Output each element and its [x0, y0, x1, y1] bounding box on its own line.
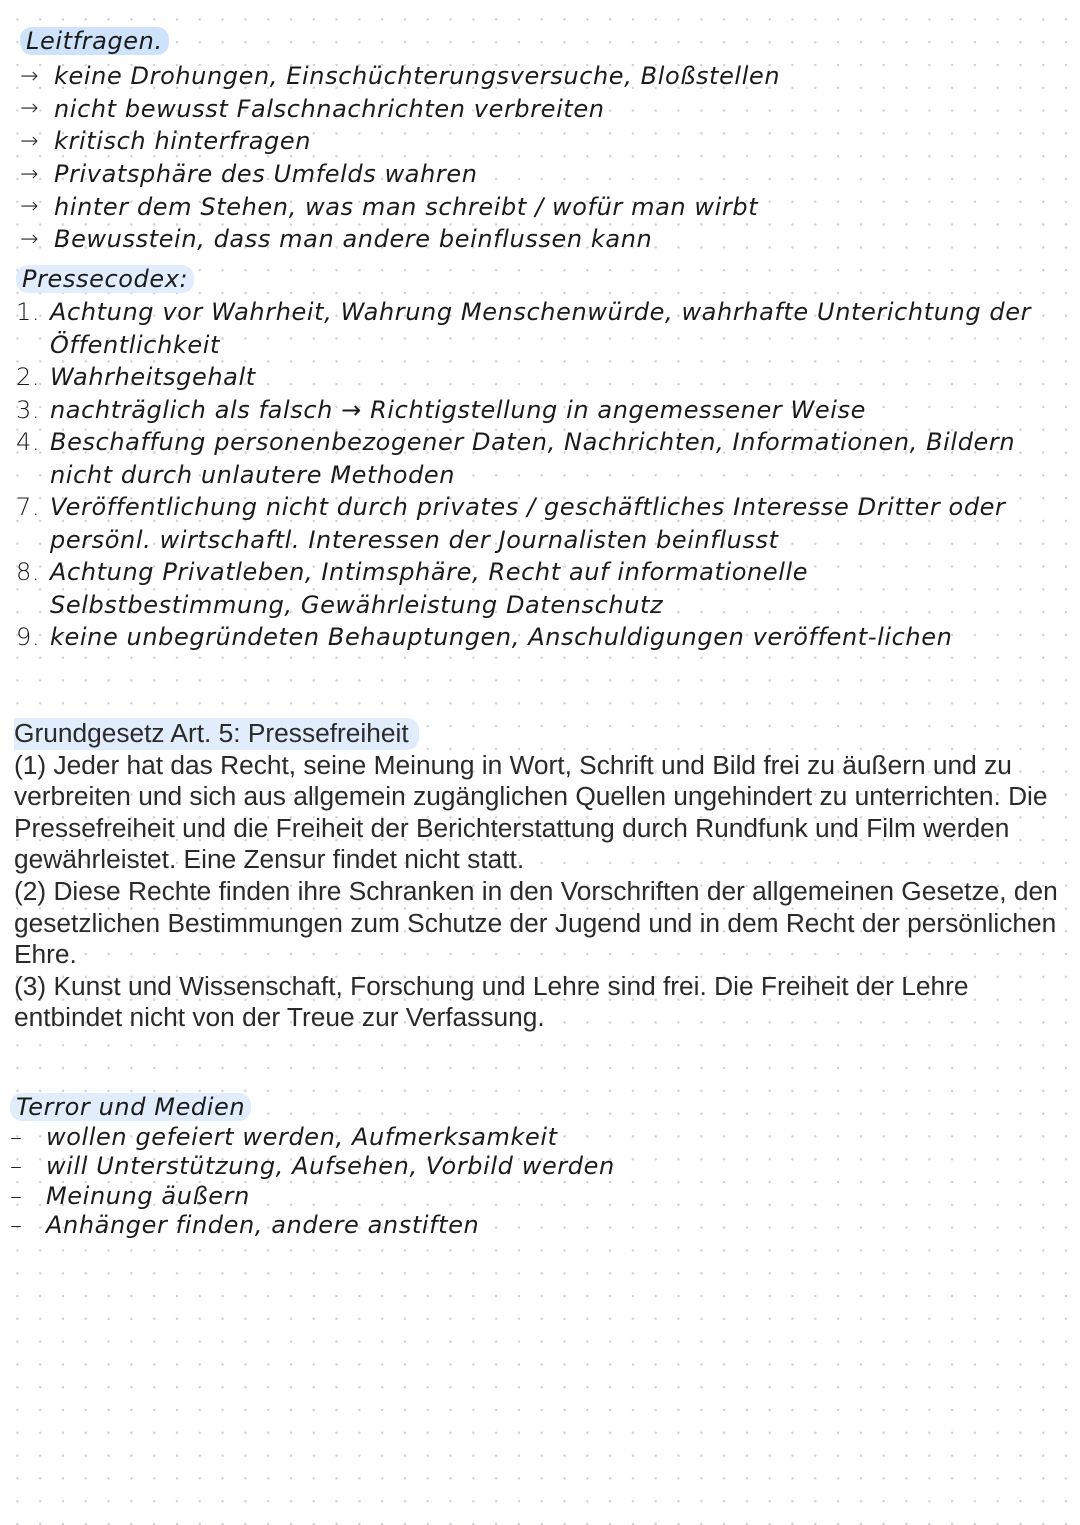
arrow-right-icon: →	[20, 96, 40, 122]
list-item: 8. Achtung Privatleben, Intimsphäre, Recht auf informationelle Selbstbestimmung, Gewährleistung Datenschutz	[16, 558, 809, 619]
grundgesetz-paragraph-2: (2) Diese Rechte finden ihre Schranken in den Vorschriften der allgemeinen Gesetze, den gesetzlichen Bestimmungen zum Schutze der Jugend und in dem Recht der persönlichen Ehre.	[14, 875, 1058, 970]
list-item: – will Unterstützung, Aufsehen, Vorbild werden	[10, 1152, 615, 1181]
list-item: 7. Veröffentlichung nicht durch privates / geschäftliches Interesse Dritter oder persönl. wirtschaftl. Interessen der Journalisten beinflusst	[16, 493, 1006, 554]
list-item: → Privatsphäre des Umfelds wahren	[20, 160, 478, 189]
list-item: 3. nachträglich als falsch → Richtigstellung in angemessener Weise	[16, 395, 866, 424]
list-item: – wollen gefeiert werden, Aufmerksamkeit	[10, 1122, 558, 1151]
list-item: 2. Wahrheitsgehalt	[16, 363, 256, 391]
dash-bullet-icon: –	[10, 1122, 23, 1151]
dash-bullet-icon: –	[10, 1152, 23, 1181]
list-item: → kritisch hinterfragen	[20, 127, 312, 156]
list-item: 4. Beschaffung personenbezogener Daten, Nachrichten, Informationen, Bildern nicht durch unlautere Methoden	[16, 428, 1016, 489]
arrow-right-icon: →	[20, 194, 40, 220]
leitfragen-heading: Leitfragen.	[20, 27, 169, 55]
terror-list	[10, 1122, 615, 1240]
grundgesetz-section	[14, 718, 1064, 1034]
leitfragen-list	[20, 60, 780, 256]
list-item: 1. Achtung vor Wahrheit, Wahrung Menschenwürde, wahrhafte Unterichtung der Öffentlichkeit	[16, 298, 1032, 359]
list-item: → keine Drohungen, Einschüchterungsversuche, Bloßstellen	[20, 62, 781, 91]
pressecodex-section	[16, 262, 1040, 654]
list-item: – Meinung äußern	[10, 1181, 250, 1210]
grundgesetz-paragraph-3: (3) Kunst und Wissenschaft, Forschung und Lehre sind frei. Die Freiheit der Lehre entbindet nicht von der Treue zur Verfassung.	[14, 970, 969, 1033]
arrow-right-icon: →	[20, 226, 40, 252]
arrow-right-icon: →	[20, 161, 40, 187]
list-item: → hinter dem Stehen, was man schreibt / wofür man wirbt	[20, 192, 759, 221]
grundgesetz-heading: Grundgesetz Art. 5: Pressefreiheit	[14, 718, 419, 750]
list-item: 9. keine unbegründeten Behauptungen, Anschuldigungen veröffent-lichen	[16, 623, 953, 651]
leitfragen-section	[20, 22, 780, 256]
pressecodex-list	[16, 296, 1040, 654]
list-item: → Bewusstein, dass man andere beinflussen kann	[20, 225, 653, 254]
dash-bullet-icon: –	[10, 1181, 23, 1210]
arrow-right-icon: →	[20, 63, 40, 89]
grundgesetz-paragraph-1: (1) Jeder hat das Recht, seine Meinung in Wort, Schrift und Bild frei zu äußern und zu verbreiten und sich aus allgemein zugänglichen Quellen ungehindert zu unterrichten. Die Pressefreiheit und die Freiheit der Berichterstattung durch Rundfunk und Film werden gewährleistet. Eine Zensur findet nicht statt.	[14, 749, 1048, 875]
terror-heading: Terror und Medien	[10, 1093, 251, 1121]
dash-bullet-icon: –	[10, 1211, 23, 1240]
pressecodex-heading: Pressecodex:	[16, 265, 194, 293]
list-item: → nicht bewusst Falschnachrichten verbreiten	[20, 94, 605, 123]
list-item: – Anhänger finden, andere anstiften	[10, 1211, 480, 1240]
terror-section	[10, 1092, 615, 1240]
arrow-right-icon: →	[20, 128, 40, 154]
